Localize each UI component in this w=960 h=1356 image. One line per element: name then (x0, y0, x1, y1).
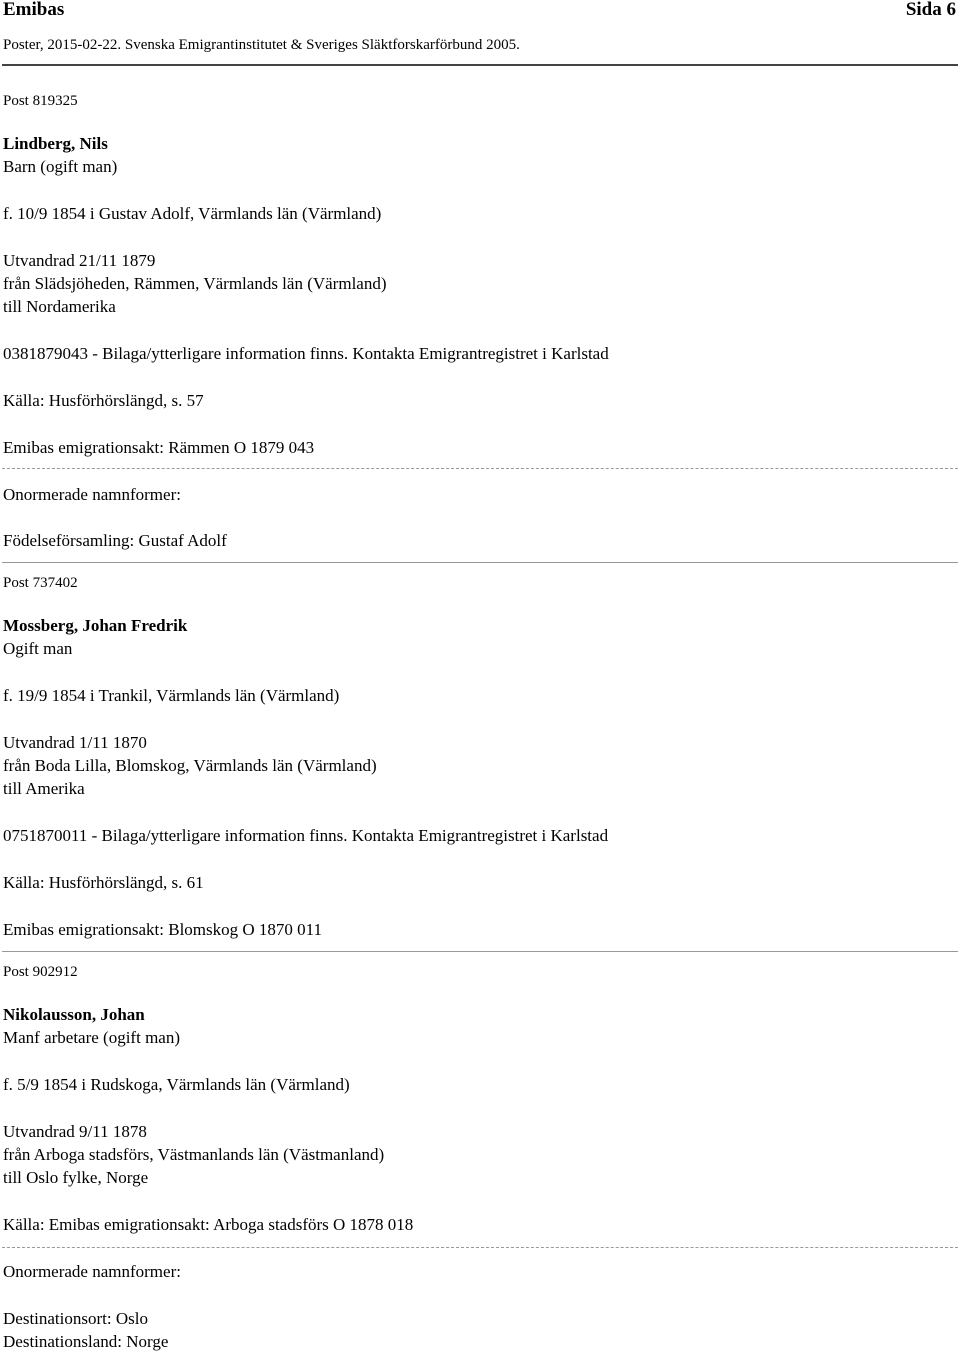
person-role: Ogift man (3, 639, 73, 658)
emigration-act: Emibas emigrationsakt: Blomskog O 1870 011 (3, 920, 323, 939)
emigration-to: till Nordamerika (3, 297, 116, 316)
emigration-act: Emibas emigrationsakt: Rämmen O 1879 043 (3, 438, 315, 457)
unnormalized-names: Onormerade namnformer: (3, 485, 181, 504)
emigration-date: Utvandrad 1/11 1870 (3, 733, 147, 752)
unnormalized-names: Onormerade namnformer: (3, 1262, 181, 1281)
post-number: Post 737402 (3, 575, 78, 591)
emigration-from: från Slädsjöheden, Rämmen, Värmlands län (Värmland) (3, 274, 387, 293)
person-name: Nikolausson, Johan (3, 1005, 145, 1024)
emigration-date: Utvandrad 9/11 1878 (3, 1122, 147, 1141)
destination-country: Destinationsland: Norge (3, 1332, 169, 1351)
person-name: Mossberg, Johan Fredrik (3, 616, 188, 635)
document-title: Emibas (3, 0, 65, 20)
emigration-to: till Amerika (3, 779, 85, 798)
person-role: Barn (ogift man) (3, 157, 118, 176)
emigration-date: Utvandrad 21/11 1879 (3, 251, 156, 270)
attachment-note: 0381879043 - Bilaga/ytterligare information finns. Kontakta Emigrantregistret i Karlstad (3, 344, 609, 363)
record-divider (2, 951, 958, 952)
birth-info: f. 19/9 1854 i Trankil, Värmlands län (Värmland) (3, 686, 340, 705)
destination-place: Destinationsort: Oslo (3, 1309, 148, 1328)
page-number: Sida 6 (905, 0, 956, 20)
dashed-divider (2, 1247, 958, 1248)
dashed-divider (2, 468, 958, 469)
post-number: Post 819325 (3, 93, 78, 109)
header-divider (2, 64, 958, 66)
source: Källa: Husförhörslängd, s. 61 (3, 873, 204, 892)
person-role: Manf arbetare (ogift man) (3, 1028, 180, 1047)
attachment-note: 0751870011 - Bilaga/ytterligare information finns. Kontakta Emigrantregistret i Karlstad (3, 826, 609, 845)
emigration-from: från Arboga stadsförs, Västmanlands län (Västmanland) (3, 1145, 385, 1164)
source: Källa: Husförhörslängd, s. 57 (3, 391, 204, 410)
birth-parish: Födelseförsamling: Gustaf Adolf (3, 531, 227, 550)
record-divider (2, 562, 958, 563)
emigration-from: från Boda Lilla, Blomskog, Värmlands län (Värmland) (3, 756, 377, 775)
document-subtitle: Poster, 2015-02-22. Svenska Emigrantinstitutet & Sveriges Släktforskarförbund 2005. (3, 37, 520, 53)
person-name: Lindberg, Nils (3, 134, 108, 153)
source: Källa: Emibas emigrationsakt: Arboga stadsförs O 1878 018 (3, 1215, 414, 1234)
birth-info: f. 5/9 1854 i Rudskoga, Värmlands län (Värmland) (3, 1075, 350, 1094)
post-number: Post 902912 (3, 964, 78, 980)
emigration-to: till Oslo fylke, Norge (3, 1168, 149, 1187)
birth-info: f. 10/9 1854 i Gustav Adolf, Värmlands län (Värmland) (3, 204, 382, 223)
